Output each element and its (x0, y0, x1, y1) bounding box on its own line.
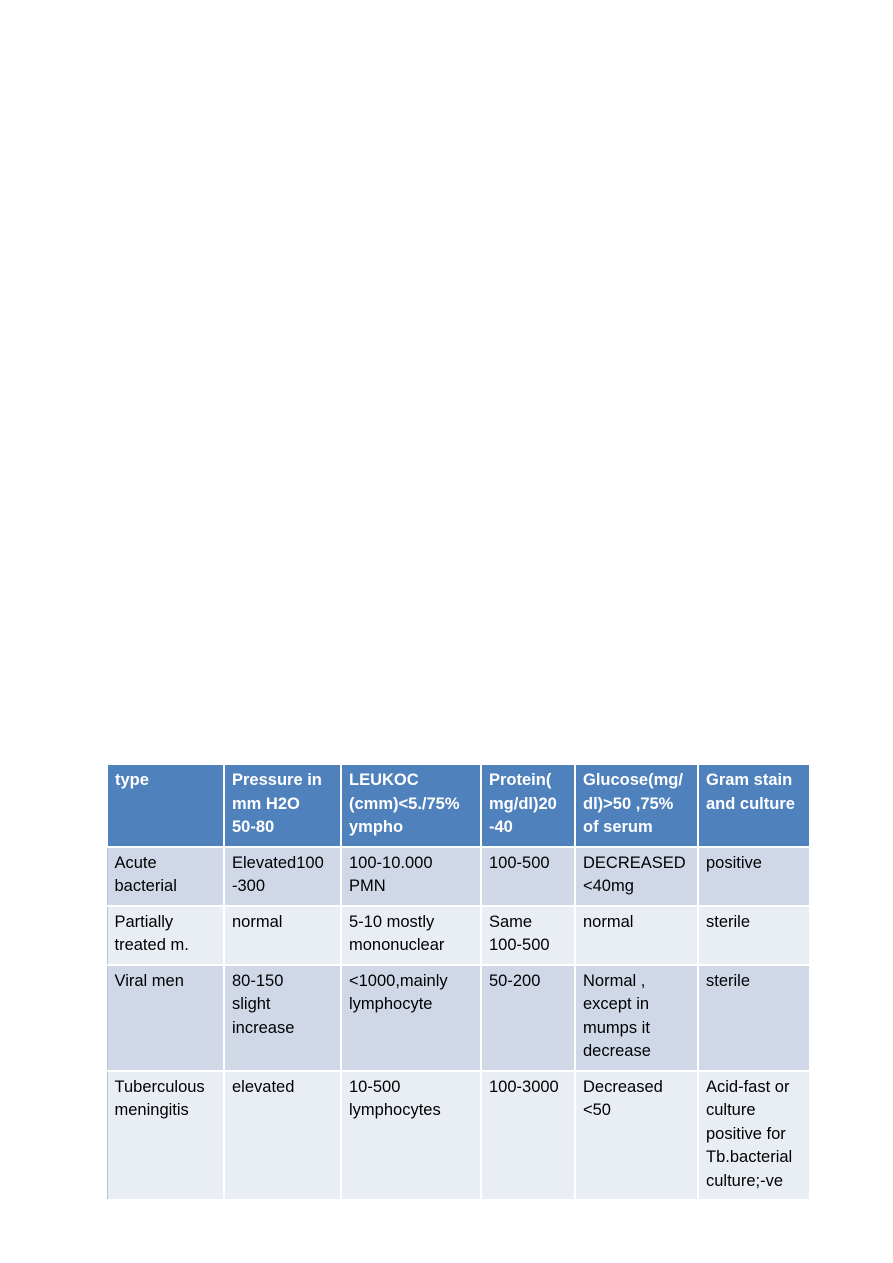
table-cell: normal (575, 906, 698, 965)
table-row (107, 906, 810, 965)
csf-findings-table (106, 763, 811, 1201)
table-cell: 10-500 lymphocytes (341, 1071, 481, 1201)
table-cell: normal (224, 906, 341, 965)
header-protein: Protein( mg/dl)20 -40 (481, 764, 575, 847)
header-leukocytes: LEUKOC (cmm)<5./75% ympho (341, 764, 481, 847)
table-cell: elevated (224, 1071, 341, 1201)
table-row (107, 847, 810, 906)
table-cell: DECREASED <40mg (575, 847, 698, 906)
table-cell: 100-500 (481, 847, 575, 906)
table-cell: Acute bacterial (107, 847, 224, 906)
table-cell: 100-10.000 PMN (341, 847, 481, 906)
table-cell: Viral men (107, 965, 224, 1071)
table-cell: Normal , except in mumps it decrease (575, 965, 698, 1071)
table-cell: Tuberculous meningitis (107, 1071, 224, 1201)
table-row (107, 1071, 810, 1201)
table-cell: Same 100-500 (481, 906, 575, 965)
table-cell: Acid-fast or culture positive for Tb.bacterial culture;-ve (698, 1071, 810, 1201)
table-header-row (107, 764, 810, 847)
header-type: type (107, 764, 224, 847)
table-cell: Partially treated m. (107, 906, 224, 965)
table-cell: 5-10 mostly mononuclear (341, 906, 481, 965)
header-gram-stain: Gram stain and culture (698, 764, 810, 847)
header-glucose: Glucose(mg/ dl)>50 ,75% of serum (575, 764, 698, 847)
table-cell: 50-200 (481, 965, 575, 1071)
table-cell: 100-3000 (481, 1071, 575, 1201)
table-cell: positive (698, 847, 810, 906)
table-cell: Elevated100 -300 (224, 847, 341, 906)
header-pressure: Pressure in mm H2O 50-80 (224, 764, 341, 847)
table-cell: 80-150 slight increase (224, 965, 341, 1071)
table-cell: <1000,mainly lymphocyte (341, 965, 481, 1071)
table-cell: Decreased <50 (575, 1071, 698, 1201)
table-cell: sterile (698, 965, 810, 1071)
table-row (107, 965, 810, 1071)
table-cell: sterile (698, 906, 810, 965)
